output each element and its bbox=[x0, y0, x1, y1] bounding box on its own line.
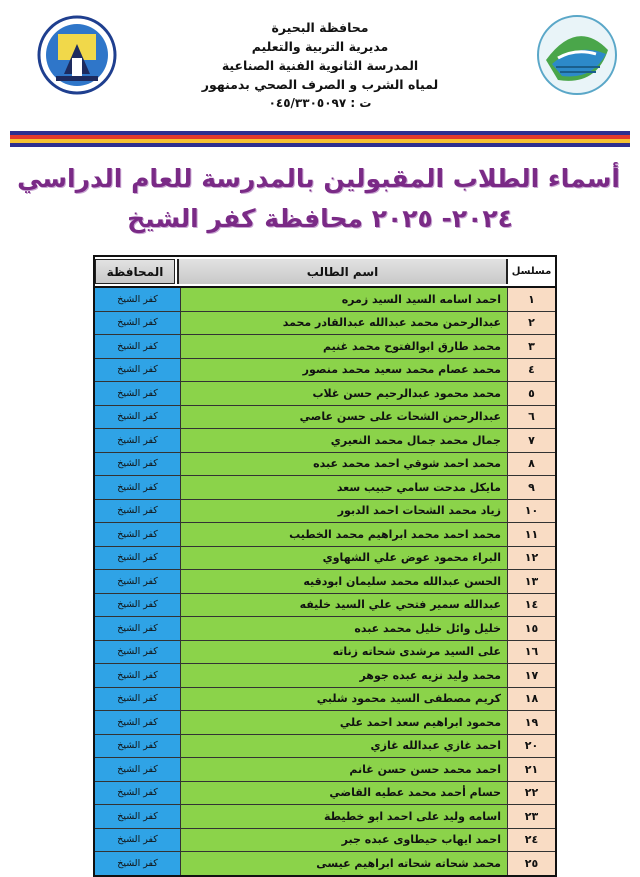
governorate: كفر الشيخ bbox=[95, 758, 180, 781]
governorate: كفر الشيخ bbox=[95, 500, 180, 523]
row-number: ١٠ bbox=[507, 500, 555, 523]
row-number: ٢٠ bbox=[507, 735, 555, 758]
row-number: ٢ bbox=[507, 312, 555, 335]
student-name: محمد عصام محمد سعيد محمد منصور bbox=[180, 359, 507, 382]
header-line-school: المدرسة الثانوية الفنية الصناعية bbox=[221, 58, 419, 73]
table-body bbox=[95, 288, 555, 875]
table-row bbox=[95, 429, 555, 453]
student-name: الحسن عبدالله محمد سليمان ابودقيه bbox=[180, 570, 507, 593]
governorate: كفر الشيخ bbox=[95, 523, 180, 546]
governorate: كفر الشيخ bbox=[95, 570, 180, 593]
row-number: ٢٢ bbox=[507, 782, 555, 805]
table-row bbox=[95, 852, 555, 875]
student-name: زياد محمد الشحات احمد الدبور bbox=[180, 500, 507, 523]
student-name: محمد طارق ابوالفتوح محمد غنيم bbox=[180, 335, 507, 358]
stripe bbox=[10, 143, 630, 147]
governorate: كفر الشيخ bbox=[95, 359, 180, 382]
header-text bbox=[140, 18, 500, 113]
table-row bbox=[95, 805, 555, 829]
row-number: ١٦ bbox=[507, 641, 555, 664]
table-row bbox=[95, 500, 555, 524]
row-number: ١٥ bbox=[507, 617, 555, 640]
governorate: كفر الشيخ bbox=[95, 382, 180, 405]
company-logo bbox=[536, 14, 618, 96]
table-row bbox=[95, 476, 555, 500]
header-phone: ت : ٠٤٥/٣٣٠٥٠٩٧ bbox=[268, 96, 372, 110]
row-number: ٩ bbox=[507, 476, 555, 499]
row-number: ١٢ bbox=[507, 547, 555, 570]
table-row bbox=[95, 688, 555, 712]
row-number: ٤ bbox=[507, 359, 555, 382]
student-name: محمد احمد شوقي احمد محمد عبده bbox=[180, 453, 507, 476]
governorate: كفر الشيخ bbox=[95, 664, 180, 687]
governorate: كفر الشيخ bbox=[95, 805, 180, 828]
student-name: اسامه وليد على احمد ابو خطيطة bbox=[180, 805, 507, 828]
table-row bbox=[95, 359, 555, 383]
table-row bbox=[95, 664, 555, 688]
row-number: ٧ bbox=[507, 429, 555, 452]
governorate: كفر الشيخ bbox=[95, 617, 180, 640]
student-name: محمد محمود عبدالرحيم حسن غلاب bbox=[180, 382, 507, 405]
governorate: كفر الشيخ bbox=[95, 782, 180, 805]
table-row bbox=[95, 617, 555, 641]
row-number: ١ bbox=[507, 288, 555, 311]
header-name: اسم الطالب bbox=[177, 259, 508, 284]
row-number: ٣ bbox=[507, 335, 555, 358]
governorate: كفر الشيخ bbox=[95, 476, 180, 499]
table-row bbox=[95, 312, 555, 336]
student-name: محمد احمد محمد ابراهيم محمد الخطيب bbox=[180, 523, 507, 546]
page-subtitle: ٢٠٢٤- ٢٠٢٥ محافظة كفر الشيخ bbox=[127, 204, 513, 233]
table-row bbox=[95, 335, 555, 359]
student-name: محمد شحاته شحاته ابراهيم عيسى bbox=[180, 852, 507, 875]
student-name: كريم مصطفى السيد محمود شلبي bbox=[180, 688, 507, 711]
governorate: كفر الشيخ bbox=[95, 829, 180, 852]
students-table bbox=[93, 255, 557, 877]
row-number: ١٤ bbox=[507, 594, 555, 617]
row-number: ٦ bbox=[507, 406, 555, 429]
governorate: كفر الشيخ bbox=[95, 453, 180, 476]
row-number: ٢٣ bbox=[507, 805, 555, 828]
header-divider-stripes bbox=[10, 131, 630, 147]
governorate: كفر الشيخ bbox=[95, 288, 180, 311]
table-row bbox=[95, 829, 555, 853]
governorate: كفر الشيخ bbox=[95, 688, 180, 711]
table-row bbox=[95, 453, 555, 477]
table-header-row bbox=[95, 257, 555, 288]
student-name: محمود ابراهيم سعد احمد علي bbox=[180, 711, 507, 734]
row-number: ١٨ bbox=[507, 688, 555, 711]
governorate: كفر الشيخ bbox=[95, 547, 180, 570]
table-row bbox=[95, 523, 555, 547]
row-number: ٢٤ bbox=[507, 829, 555, 852]
row-number: ٥ bbox=[507, 382, 555, 405]
table-row bbox=[95, 288, 555, 312]
table-row bbox=[95, 641, 555, 665]
header-line-governorate: محافظة البحيرة bbox=[271, 20, 369, 35]
student-name: عبدالله سمير فتحي علي السيد خليفه bbox=[180, 594, 507, 617]
student-name: محمد وليد نزيه عبده جوهر bbox=[180, 664, 507, 687]
row-number: ١٩ bbox=[507, 711, 555, 734]
header-line-specialty: لمياه الشرب و الصرف الصحي بدمنهور bbox=[201, 77, 439, 92]
header-gov: المحافظة bbox=[95, 259, 175, 284]
governorate: كفر الشيخ bbox=[95, 735, 180, 758]
student-name: حسام أحمد محمد عطيه القاضي bbox=[180, 782, 507, 805]
table-row bbox=[95, 570, 555, 594]
student-name: خليل وائل خليل محمد عبده bbox=[180, 617, 507, 640]
student-name: احمد اسامه السيد السيد زمره bbox=[180, 288, 507, 311]
row-number: ١٣ bbox=[507, 570, 555, 593]
governorate: كفر الشيخ bbox=[95, 406, 180, 429]
governorate: كفر الشيخ bbox=[95, 312, 180, 335]
student-name: احمد محمد حسن حسن غانم bbox=[180, 758, 507, 781]
table-row bbox=[95, 711, 555, 735]
governorate: كفر الشيخ bbox=[95, 641, 180, 664]
governorate: كفر الشيخ bbox=[95, 852, 180, 875]
student-name: البراء محمود عوض علي الشهاوي bbox=[180, 547, 507, 570]
governorate: كفر الشيخ bbox=[95, 711, 180, 734]
header-line-directorate: مديرية التربية والتعليم bbox=[251, 39, 389, 54]
governorate: كفر الشيخ bbox=[95, 335, 180, 358]
governorate: كفر الشيخ bbox=[95, 429, 180, 452]
table-row bbox=[95, 382, 555, 406]
table-row bbox=[95, 758, 555, 782]
table-row bbox=[95, 594, 555, 618]
row-number: ٢٥ bbox=[507, 852, 555, 875]
student-name: مايكل مدحت سامي حبيب سعد bbox=[180, 476, 507, 499]
student-name: جمال محمد جمال محمد النعيري bbox=[180, 429, 507, 452]
student-name: على السيد مرشدى شحاته زناته bbox=[180, 641, 507, 664]
row-number: ٢١ bbox=[507, 758, 555, 781]
table-row bbox=[95, 406, 555, 430]
student-name: عبدالرحمن الشحات على حسن عاصي bbox=[180, 406, 507, 429]
header-num: مسلسل bbox=[511, 266, 552, 277]
row-number: ٨ bbox=[507, 453, 555, 476]
student-name: احمد ايهاب حيطاوى عبده جبر bbox=[180, 829, 507, 852]
table-row bbox=[95, 735, 555, 759]
row-number: ١٧ bbox=[507, 664, 555, 687]
page-title: أسماء الطلاب المقبولين بالمدرسة للعام الدراسي bbox=[17, 164, 620, 193]
governorate: كفر الشيخ bbox=[95, 594, 180, 617]
student-name: احمد غازي عبدالله غازي bbox=[180, 735, 507, 758]
table-row bbox=[95, 782, 555, 806]
school-logo bbox=[36, 14, 118, 96]
row-number: ١١ bbox=[507, 523, 555, 546]
student-name: عبدالرحمن محمد عبدالله عبدالقادر محمد bbox=[180, 312, 507, 335]
table-row bbox=[95, 547, 555, 571]
